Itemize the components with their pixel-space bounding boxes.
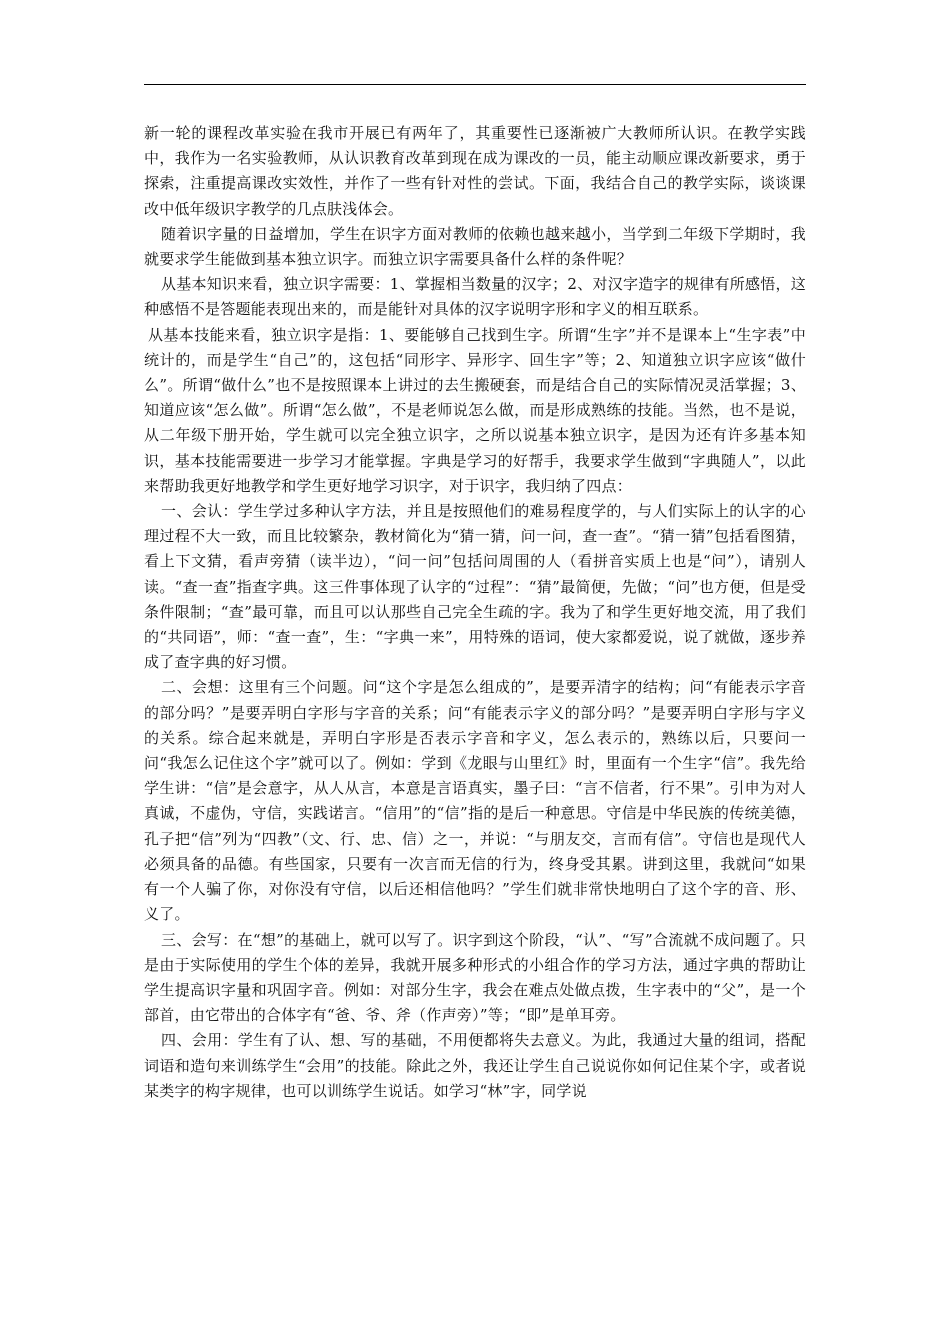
document-body xyxy=(144,121,806,1104)
paragraph-use: 四、会用：学生有了认、想、写的基础，不用便都将失去意义。为此，我通过大量的组词，搭配词语和造句来训练学生“会用”的技能。除此之外，我还让学生自己说说你如何记住某个字，或者说某类字的构字规律，也可以训练学生说话。如学习“林”字，同学说 xyxy=(144,1031,806,1100)
paragraph-recognize: 一、会认：学生学过多种认字方法，并且是按照他们的难易程度学的，与人们实际上的认字的心理过程不大一致，而且比较繁杂，教材简化为“猜一猜，问一问，查一查”。“猜一猜”包括看图猜，看上下文猜，看声旁猜（读半边），“问一问”包括问周围的人（看拼音实质上也是“问”），请别人读。“查一查”指查字典。这三件事体现了认字的“过程”：“猜”最简便，先做；“问”也方便，但是受条件限制；“查”最可靠，而且可以认那些自己完全生疏的字。我为了和学生更好地交流，用了我们的“共同语”，师：“查一查”，生：“字典一来”，用特殊的语词，使大家都爱说，说了就做，逐步养成了查字典的好习惯。 xyxy=(144,502,806,672)
header-rule xyxy=(144,84,806,85)
paragraph-intro: 新一轮的课程改革实验在我市开展已有两年了，其重要性已逐渐被广大教师所认识。在教学实践中，我作为一名实验教师，从认识教育改革到现在成为课改的一员，能主动顺应课改新要求，勇于探索，注重提高课改实效性，并作了一些有针对性的尝试。下面，我结合自己的教学实际，谈谈课改中低年级识字教学的几点肤浅体会。 xyxy=(144,124,806,218)
paragraph-basic-knowledge: 从基本知识来看，独立识字需要：1、掌握相当数量的汉字；2、对汉字造字的规律有所感悟，这种感悟不是答题能表现出来的，而是能针对具体的汉字说明字形和字义的相互联系。 xyxy=(144,275,806,319)
paragraph-write: 三、会写：在“想”的基础上，就可以写了。识字到这个阶段，“认”、“写”合流就不成问题了。只是由于实际使用的学生个体的差异，我就开展多种形式的小组合作的学习方法，通过字典的帮助让学生提高识字量和巩固字音。例如：对部分生字，我会在难点处做点拨，生字表中的“父”，是一个部首，由它带出的合体字有“爸、爷、斧（作声旁）”等；“即”是单耳旁。 xyxy=(144,930,806,1025)
paragraph-independent-literacy: 随着识字量的日益增加，学生在识字方面对教师的依赖也越来越小，当学到二年级下学期时，我就要求学生能做到基本独立识字。而独立识字需要具备什么样的条件呢？ xyxy=(144,224,806,269)
paragraph-basic-skills: 从基本技能来看，独立识字是指：1、要能够自己找到生字。所谓“生字”并不是课本上“生字表”中统计的，而是学生“自己”的，这包括“同形字、异形字、回生字”等；2、知道独立识字应该“做什么”。所谓“做什么”也不是按照课本上讲过的去生搬硬套，而是结合自己的实际情况灵活掌握；3、知道应该“怎么做”。所谓“怎么做”，不是老师说怎么做，而是形成熟练的技能。当然，也不是说，从二年级下册开始，学生就可以完全独立识字，之所以说基本独立识字，是因为还有许多基本知识，基本技能需要进一步学习才能掌握。字典是学习的好帮手，我要求学生做到“字典随人”，以此来帮助我更好地教学和学生更好地学习识字，对于识字，我归纳了四点： xyxy=(144,325,806,495)
paragraph-think: 二、会想：这里有三个问题。问“这个字是怎么组成的”，是要弄清字的结构；问“有能表示字音的部分吗？”是要弄明白字形与字音的关系；问“有能表示字义的部分吗？”是要弄明白字形与字义的关系。综合起来就是，弄明白字形是否表示字音和字义，怎么表示的，熟练以后，只要问一问“我怎么记住这个字”就可以了。例如：学到《龙眼与山里红》时，里面有一个生字“信”。我先给学生讲：“信”是会意字，从人从言，本意是言语真实，墨子曰：“言不信者，行不果”。引申为对人真诚，不虚伪，守信，实践诺言。“信用”的“信”指的是后一种意思。守信是中华民族的传统美德，孔子把“信”列为“四教”（文、行、忠、信）之一，并说：“与朋友交，言而有信”。守信也是现代人必须具备的品德。有些国家，只要有一次言而无信的行为，终身受其累。讲到这里，我就问“如果有一个人骗了你，对你没有守信，以后还相信他吗？”学生们就非常快地明白了这个字的音、形、义了。 xyxy=(144,678,806,924)
